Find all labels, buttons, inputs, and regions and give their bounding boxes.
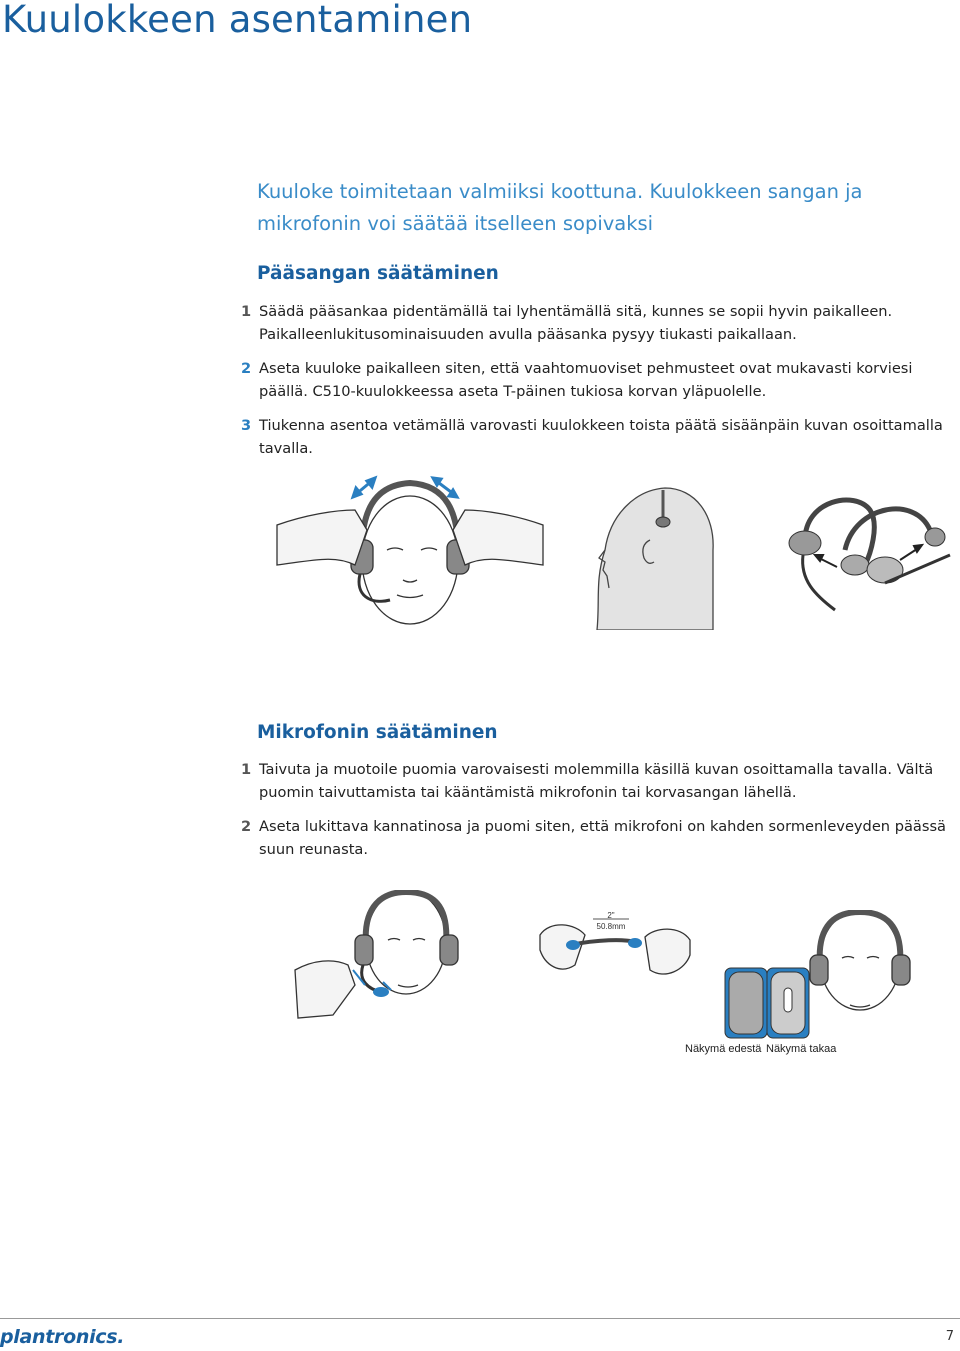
- brand-wordmark: plantronics.: [0, 1326, 125, 1348]
- step-text: Taivuta ja muotoile puomia varovaisesti molemmilla käsillä kuvan osoittamalla tavalla. Vältä puomin taivuttamista tai kääntämistä mikrofonin tai korvasangan lähellä.: [259, 761, 934, 801]
- headband-step-2: [241, 357, 956, 403]
- front-back-view-illustration: [720, 910, 920, 1040]
- step-text: Aseta kuuloke paikalleen siten, että vaahtomuoviset pehmusteet ovat mukavasti korviesi päällä. C510-kuulokkeessa aseta T-päinen tukiosa korvan yläpuolelle.: [259, 360, 913, 400]
- headset-tighten-illustration: [775, 485, 955, 620]
- step-number: 2: [241, 360, 252, 377]
- plantronics-logo: [0, 1326, 124, 1346]
- footer-divider: [0, 1318, 960, 1319]
- caption-back-view: Näkymä takaa: [766, 1043, 837, 1055]
- headband-step-3: [241, 414, 956, 460]
- dimension-inch: 2": [607, 911, 615, 920]
- headband-heading: Pääsangan säätäminen: [257, 263, 499, 284]
- step-number: 3: [241, 417, 252, 434]
- microphone-step-2: [241, 815, 956, 861]
- step-number: 2: [241, 818, 252, 835]
- microphone-heading: Mikrofonin säätäminen: [257, 722, 498, 743]
- step-text: Aseta lukittava kannatinosa ja puomi siten, että mikrofoni on kahden sormenleveyden päässä suun reunasta.: [259, 818, 946, 858]
- step-text: Tiukenna asentoa vetämällä varovasti kuulokkeen toista päätä sisäänpäin kuvan osoittamalla tavalla.: [259, 417, 943, 457]
- step-number: 1: [241, 761, 252, 778]
- page-title: Kuulokkeen asentaminen: [2, 0, 473, 41]
- boom-bend-illustration: [293, 890, 483, 1020]
- page-number: 7: [945, 1329, 954, 1344]
- caption-front-view: Näkymä edestä: [685, 1043, 762, 1055]
- headband-adjust-illustration: [275, 470, 545, 640]
- intro-text: Kuuloke toimitetaan valmiiksi koottuna. Kuulokkeen sangan ja mikrofonin voi säätää itselleen sopivaksi: [257, 180, 863, 235]
- side-profile-illustration: [595, 480, 715, 630]
- microphone-step-1: [241, 758, 956, 804]
- microphone-steps: [241, 758, 956, 861]
- headband-steps: [241, 300, 956, 460]
- headband-step-1: [241, 300, 956, 346]
- finger-distance-illustration: [535, 905, 695, 995]
- step-number: 1: [241, 303, 252, 320]
- step-text: Säädä pääsankaa pidentämällä tai lyhentämällä sitä, kunnes se sopii hyvin paikalleen. Paikalleenlukitusominaisuuden avulla pääsanka pysyy tiukasti paikallaan.: [259, 303, 893, 343]
- dimension-mm: 50.8mm: [596, 922, 626, 931]
